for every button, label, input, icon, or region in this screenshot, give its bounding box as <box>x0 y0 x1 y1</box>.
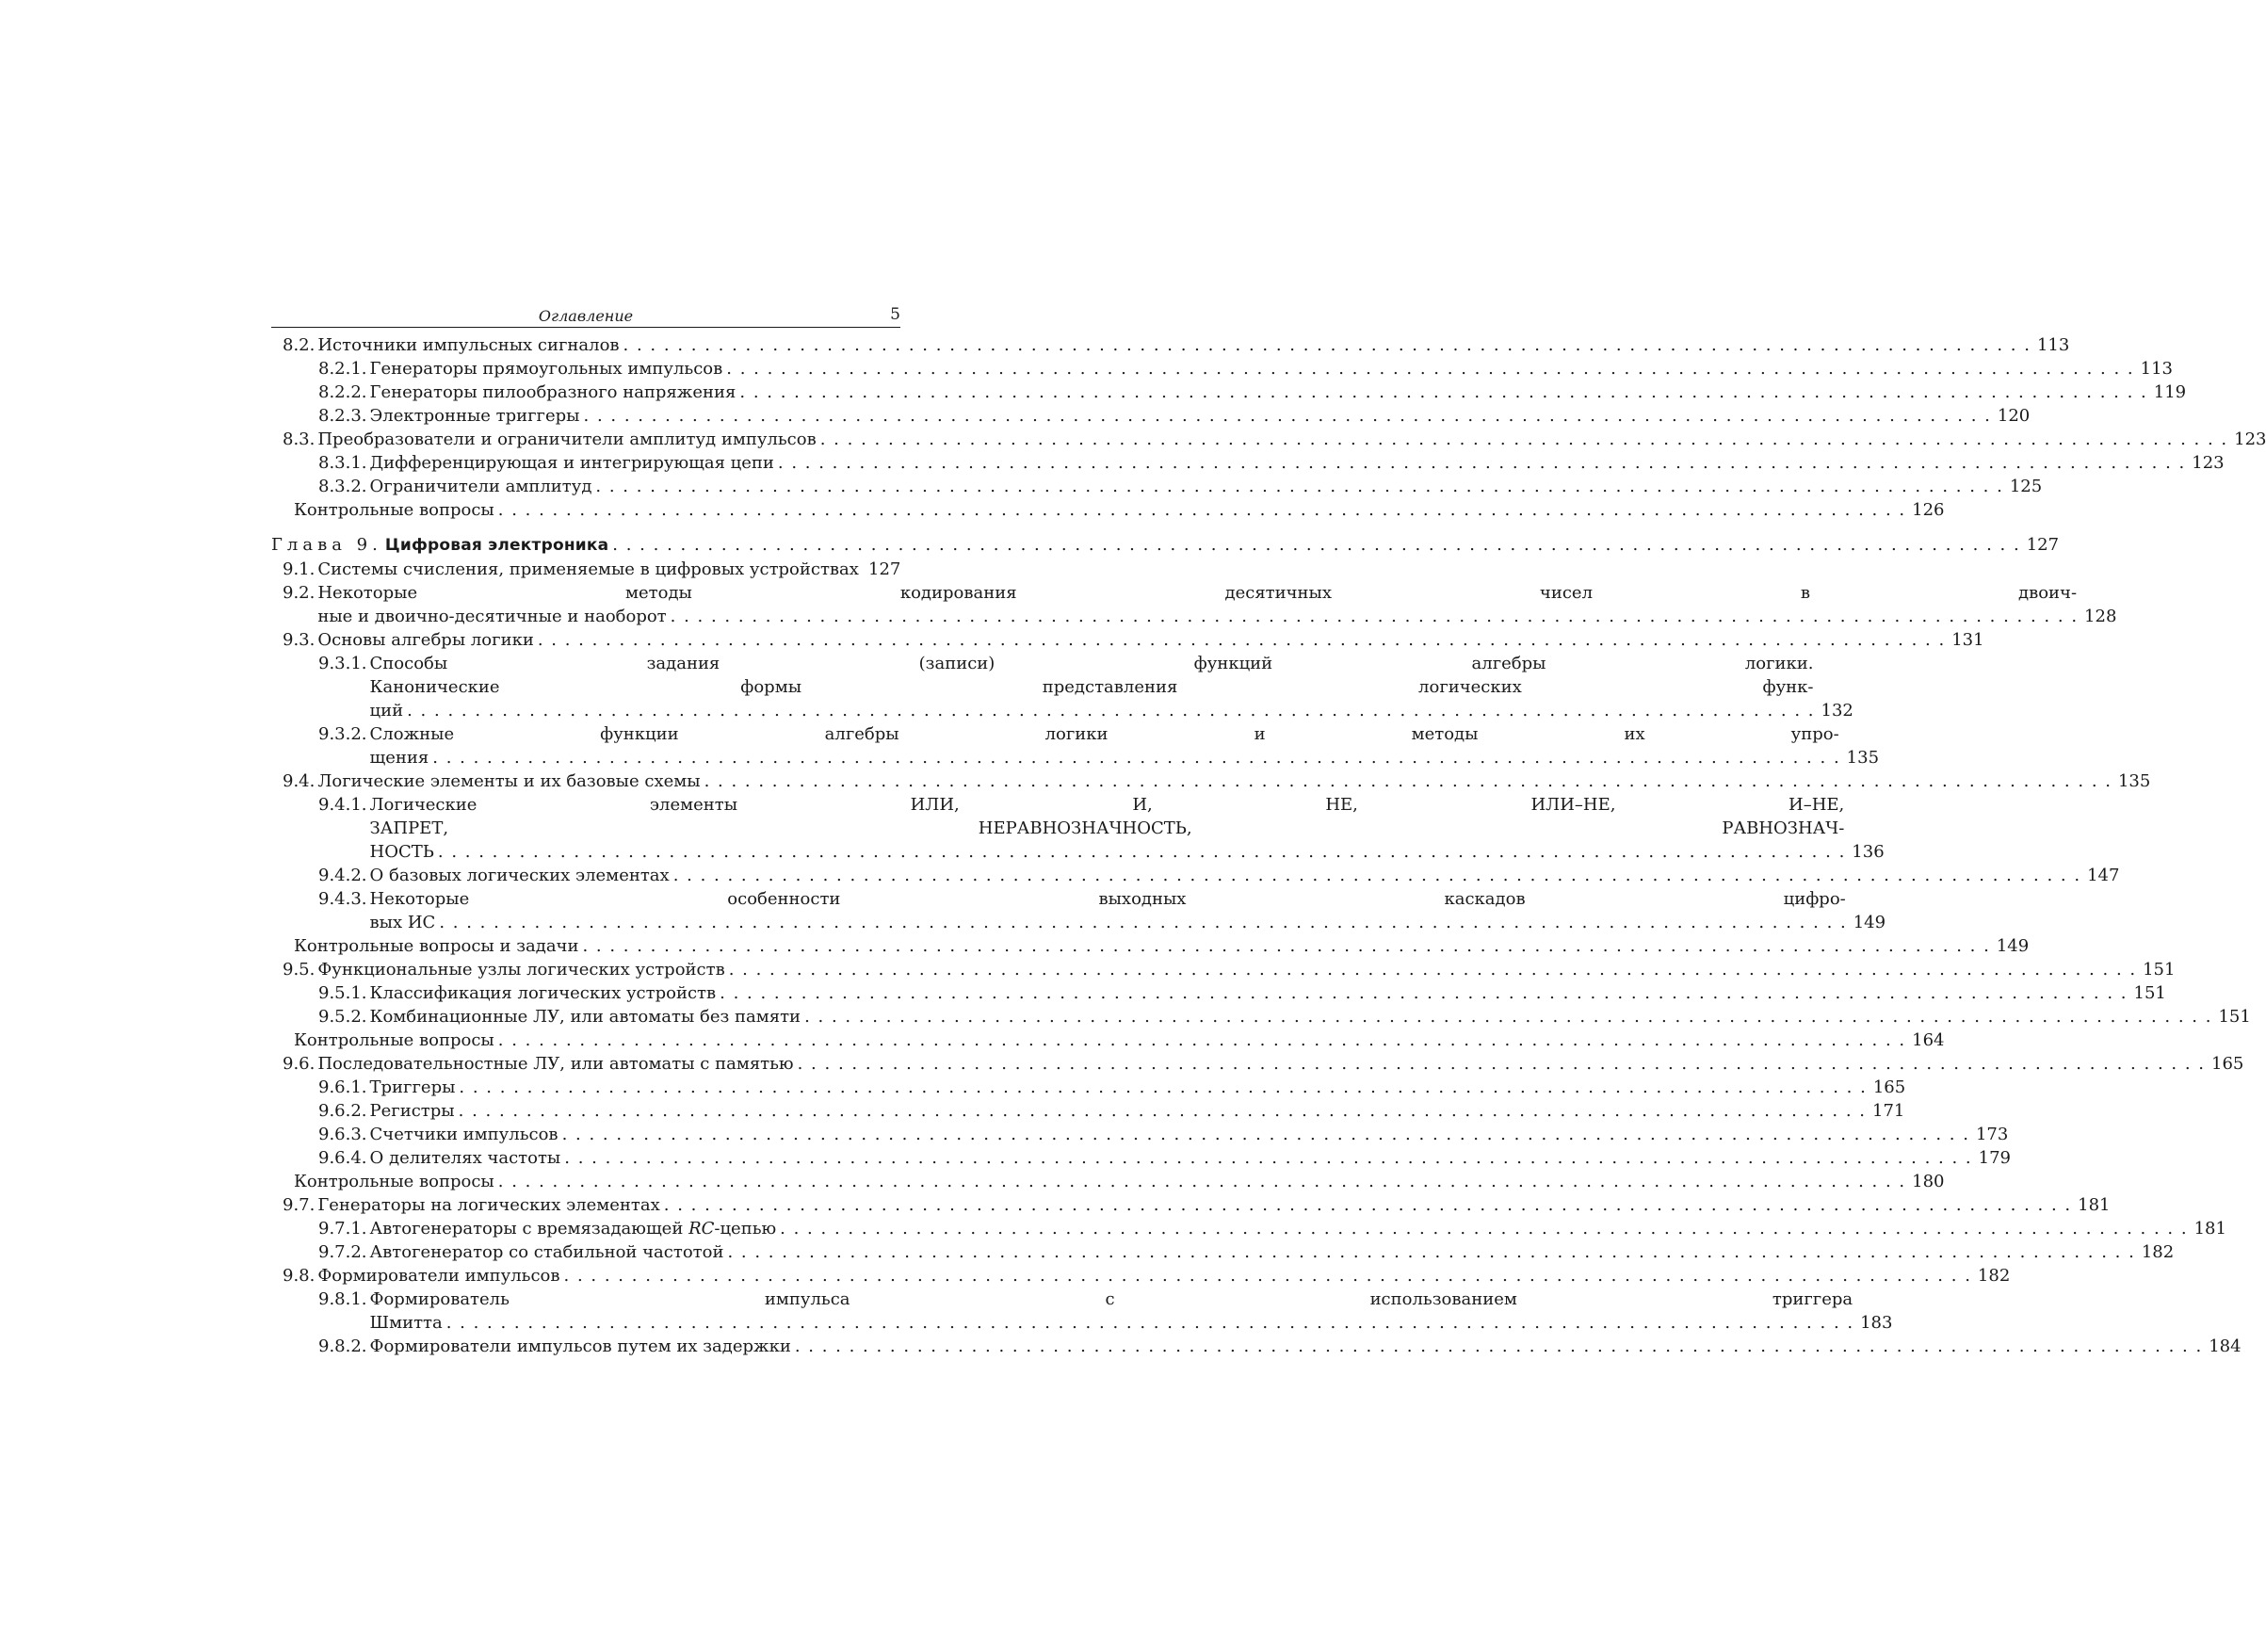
entry-page: 165 <box>1872 1077 1906 1097</box>
entry-title: Системы счисления, применяемые в цифровых устройствах <box>317 559 859 579</box>
entry-title: Контрольные вопросы <box>294 1030 494 1050</box>
entry-title-line: Логические элементы ИЛИ, И, НЕ, ИЛИ–НЕ, И–НЕ, <box>369 795 1845 815</box>
entry-title-line: Некоторые особенности выходных каскадов цифро- <box>369 889 1846 909</box>
toc-entry-review-questions[interactable] <box>271 1170 1945 1193</box>
entry-number: 9.7.1. <box>318 1219 367 1239</box>
entry-title-line: Способы задания (записи) функций алгебры логики. <box>369 654 1814 673</box>
table-of-contents <box>271 333 2266 1358</box>
entry-title: Электронные триггеры <box>369 406 580 426</box>
toc-entry[interactable] <box>271 981 2166 1005</box>
toc-entry[interactable] <box>271 1335 2242 1358</box>
dot-leader <box>407 699 1813 722</box>
entry-page: 135 <box>2117 771 2151 791</box>
entry-page: 147 <box>2087 866 2120 885</box>
entry-page: 151 <box>2133 983 2166 1003</box>
dot-leader <box>584 404 1990 428</box>
toc-entry[interactable] <box>271 1005 2251 1028</box>
entry-title: Преобразователи и ограничители амплитуд импульсов <box>317 429 817 449</box>
entry-number: 9.4.1. <box>318 795 367 815</box>
entry-title: Последовательностные ЛУ, или автоматы с памятью <box>317 1054 794 1074</box>
entry-title: Формирователи импульсов <box>317 1266 560 1286</box>
entry-title-line: Канонические формы представления логических функ- <box>369 677 1814 697</box>
toc-entry-review-questions[interactable] <box>271 1028 1945 1052</box>
entry-title: Регистры <box>369 1101 455 1121</box>
entry-title: Контрольные вопросы <box>294 500 494 520</box>
entry-number: 9.6.3. <box>318 1125 367 1144</box>
dot-leader <box>778 451 2184 475</box>
dot-leader <box>795 1335 2201 1358</box>
dot-leader <box>498 1170 1904 1193</box>
dot-leader <box>664 1193 2070 1217</box>
entry-number: 9.5.1. <box>318 983 367 1003</box>
entry-title: Функциональные узлы логических устройств <box>317 960 725 980</box>
entry-title-line: Некоторые методы кодирования десятичных чисел в двоич- <box>317 583 2078 603</box>
entry-number: 8.3.2. <box>318 477 367 496</box>
entry-number: 9.6.2. <box>318 1101 367 1121</box>
entry-number: 9.6. <box>283 1054 316 1074</box>
toc-entry[interactable] <box>271 1240 2175 1264</box>
entry-number: 9.7.2. <box>318 1242 367 1262</box>
dot-leader <box>780 1217 2186 1240</box>
toc-entry-review-questions[interactable] <box>271 498 1945 522</box>
entry-page: 183 <box>1860 1313 1893 1333</box>
toc-entry[interactable] <box>271 769 2151 793</box>
entry-title: Триггеры <box>369 1077 456 1097</box>
toc-entry[interactable] <box>271 628 1984 652</box>
entry-title: О базовых логических элементах <box>369 866 670 885</box>
dot-leader <box>673 864 2080 887</box>
entry-page: 127 <box>2026 535 2060 555</box>
entry-number: 8.2. <box>283 335 316 355</box>
entry-title: Генераторы на логических элементах <box>317 1195 660 1215</box>
entry-number: 9.4.3. <box>318 889 367 909</box>
toc-entry[interactable] <box>271 887 1886 934</box>
toc-entry[interactable] <box>271 958 2176 981</box>
entry-title-line: Шмитта <box>369 1313 443 1333</box>
entry-title: Дифференцирующая и интегрирующая цепи <box>369 453 774 473</box>
dot-leader <box>582 934 1988 958</box>
entry-number: 8.3. <box>283 429 316 449</box>
entry-number: 9.3.1. <box>318 654 367 673</box>
toc-page <box>271 303 2266 1358</box>
toc-entry[interactable] <box>271 1099 1905 1123</box>
entry-page: 125 <box>2009 477 2043 496</box>
entry-page: 182 <box>1977 1266 2011 1286</box>
dot-leader <box>671 605 2077 628</box>
entry-title-line: щения <box>369 748 429 768</box>
dot-leader <box>798 1052 2204 1076</box>
entry-page: 171 <box>1872 1101 1905 1121</box>
toc-entry[interactable] <box>271 1217 2226 1240</box>
entry-number: 8.2.3. <box>318 406 367 426</box>
toc-entry[interactable] <box>271 475 2043 498</box>
entry-number: 9.4. <box>283 771 316 791</box>
entry-page: 149 <box>1853 913 1886 932</box>
toc-entry[interactable] <box>271 1123 2009 1146</box>
entry-page: 173 <box>1975 1125 2009 1144</box>
entry-page: 131 <box>1951 630 1984 650</box>
dot-leader <box>729 958 2135 981</box>
entry-title-line: ций <box>369 701 404 721</box>
entry-page: 165 <box>2211 1054 2244 1074</box>
dot-leader <box>564 1146 1970 1170</box>
entry-title-line: НОСТЬ <box>369 842 434 862</box>
dot-leader <box>727 1240 2133 1264</box>
entry-page: 181 <box>2078 1195 2111 1215</box>
chapter-title: Цифровая электроника <box>384 536 609 555</box>
entry-page: 113 <box>2140 359 2173 379</box>
toc-entry[interactable] <box>271 864 2120 887</box>
entry-number: 9.3. <box>283 630 316 650</box>
entry-title: Генераторы прямоугольных импульсов <box>369 359 723 379</box>
dot-leader <box>446 1311 1853 1335</box>
entry-number: 9.8.1. <box>318 1289 367 1309</box>
entry-number: 8.2.2. <box>318 382 367 402</box>
header-title: Оглавление <box>538 307 634 325</box>
toc-entry[interactable] <box>271 451 2225 475</box>
entry-number: 8.2.1. <box>318 359 367 379</box>
entry-title: Классификация логических устройств <box>369 983 717 1003</box>
dot-leader <box>820 428 2226 451</box>
entry-title: О делителях частоты <box>369 1148 561 1168</box>
dot-leader <box>720 981 2126 1005</box>
entry-page: 126 <box>1912 500 1945 520</box>
toc-entry[interactable] <box>271 652 1853 722</box>
dot-leader <box>498 1028 1904 1052</box>
toc-entry[interactable] <box>271 428 2266 451</box>
entry-page: 132 <box>1821 701 1853 721</box>
entry-page: 119 <box>2153 382 2187 402</box>
entry-page: 136 <box>1852 842 1885 862</box>
dot-leader <box>564 1264 1970 1288</box>
dot-leader <box>704 769 2111 793</box>
entry-title-italic: RC <box>688 1219 715 1239</box>
entry-title: Контрольные вопросы <box>294 1172 494 1191</box>
entry-title-part: Автогенераторы с времязадающей <box>369 1219 689 1239</box>
toc-entry[interactable] <box>271 722 1880 769</box>
dot-leader <box>623 333 2030 357</box>
toc-entry[interactable] <box>271 1076 1906 1099</box>
entry-title: Комбинационные ЛУ, или автоматы без памяти <box>369 1007 801 1027</box>
toc-entry[interactable] <box>271 558 900 581</box>
running-header <box>271 303 900 328</box>
entry-page: 120 <box>1997 406 2031 426</box>
dot-leader <box>498 498 1904 522</box>
entry-page: 164 <box>1912 1030 1945 1050</box>
entry-number: 9.8. <box>283 1266 316 1286</box>
dot-leader <box>726 357 2132 381</box>
entry-page: 182 <box>2141 1242 2175 1262</box>
entry-page: 123 <box>2234 429 2266 449</box>
entry-page: 180 <box>1912 1172 1945 1191</box>
toc-entry[interactable] <box>271 1264 2011 1288</box>
entry-page: 128 <box>2084 607 2117 626</box>
entry-page: 113 <box>2036 335 2070 355</box>
dot-leader <box>739 381 2145 404</box>
dot-leader <box>595 475 2001 498</box>
dot-leader <box>439 911 1845 934</box>
entry-title: Основы алгебры логики <box>317 630 534 650</box>
entry-page: 123 <box>2192 453 2225 473</box>
entry-number: 9.1. <box>283 559 316 579</box>
entry-title: Формирователи импульсов путем их задержки <box>369 1336 791 1356</box>
entry-number: 9.2. <box>283 583 316 603</box>
entry-number: 9.6.4. <box>318 1148 367 1168</box>
entry-title-part: -цепью <box>714 1219 777 1239</box>
entry-page: 135 <box>1846 748 1880 768</box>
dot-leader <box>459 1099 1865 1123</box>
toc-entry[interactable] <box>271 1146 2011 1170</box>
entry-number: 9.5.2. <box>318 1007 367 1027</box>
entry-number: 9.8.2. <box>318 1336 367 1356</box>
entry-title-line: ЗАПРЕТ, НЕРАВНОЗНАЧНОСТЬ, РАВНОЗНАЧ- <box>369 818 1845 838</box>
entry-number: 9.6.1. <box>318 1077 367 1097</box>
dot-leader <box>562 1123 1968 1146</box>
toc-entry[interactable] <box>271 404 2031 428</box>
entry-number: 9.3.2. <box>318 724 367 744</box>
entry-title <box>370 1217 777 1240</box>
dot-leader <box>459 1076 1865 1099</box>
entry-page: 179 <box>1978 1148 2011 1168</box>
toc-entry[interactable] <box>271 1052 2244 1076</box>
toc-entry[interactable] <box>271 793 1885 864</box>
entry-page: 181 <box>2193 1219 2226 1239</box>
dot-leader <box>538 628 1944 652</box>
toc-entry[interactable] <box>271 1288 1893 1335</box>
dot-leader <box>438 840 1844 864</box>
dot-leader <box>804 1005 2210 1028</box>
dot-leader <box>612 533 2018 557</box>
toc-entry-review-questions[interactable] <box>271 934 2030 958</box>
entry-title: Контрольные вопросы и задачи <box>294 936 579 956</box>
chapter-label: Глава 9. <box>271 535 382 555</box>
entry-page: 151 <box>2218 1007 2251 1027</box>
toc-entry[interactable] <box>271 333 2070 357</box>
toc-entry[interactable] <box>271 381 2187 404</box>
header-page-number: 5 <box>890 305 900 324</box>
toc-chapter-heading[interactable] <box>271 533 2060 558</box>
entry-title-line: вых ИС <box>369 913 436 932</box>
entry-title-line: ные и двоично-десятичные и наоборот <box>317 607 667 626</box>
entry-title: Источники импульсных сигналов <box>317 335 620 355</box>
entry-title: Ограничители амплитуд <box>369 477 592 496</box>
entry-page: 149 <box>1996 936 2030 956</box>
entry-number: 9.7. <box>283 1195 316 1215</box>
entry-title-line: Сложные функции алгебры логики и методы их упро- <box>369 724 1839 744</box>
entry-title: Генераторы пилообразного напряжения <box>369 382 736 402</box>
entry-page: 127 <box>868 559 901 579</box>
entry-title: Логические элементы и их базовые схемы <box>317 771 701 791</box>
entry-number: 9.5. <box>283 960 316 980</box>
entry-number: 9.4.2. <box>318 866 367 885</box>
dot-leader <box>432 746 1838 769</box>
toc-entry[interactable] <box>271 357 2173 381</box>
entry-title-line: Формирователь импульса с использованием триггера <box>369 1289 1853 1309</box>
entry-page: 151 <box>2143 960 2176 980</box>
entry-number: 8.3.1. <box>318 453 367 473</box>
entry-page: 184 <box>2209 1336 2242 1356</box>
toc-entry[interactable] <box>271 1193 2111 1217</box>
entry-title: Счетчики импульсов <box>369 1125 558 1144</box>
toc-entry[interactable] <box>271 581 2117 628</box>
entry-title: Автогенератор со стабильной частотой <box>369 1242 724 1262</box>
